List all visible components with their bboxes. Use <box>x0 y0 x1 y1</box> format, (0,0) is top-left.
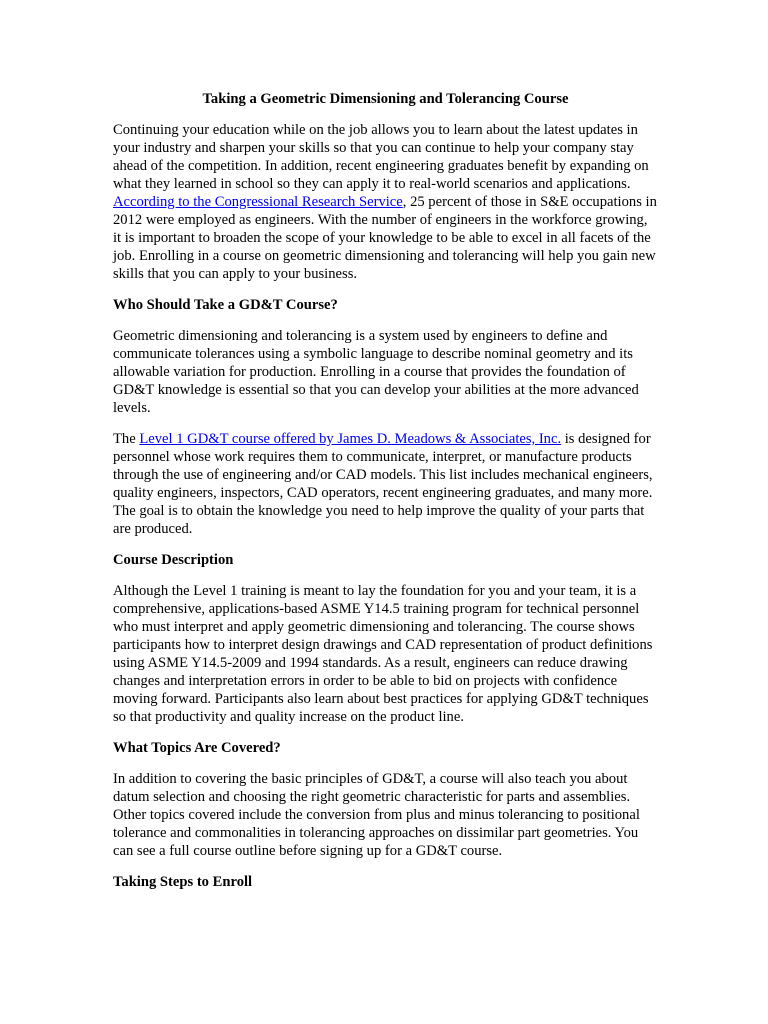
congressional-research-service-link[interactable]: According to the Congressional Research Service <box>113 194 403 210</box>
document-title: Taking a Geometric Dimensioning and Tolerancing Course <box>202 91 569 107</box>
section-heading-who-should-take: Who Should Take a GD&T Course? <box>113 297 338 313</box>
section-heading-course-description: Course Description <box>113 552 234 568</box>
topics-covered-paragraph: In addition to covering the basic principles of GD&T, a course will also teach you about datum selection and choosing the right geometric characteristic for parts and assemblies. Other topics covered include the conversion from plus and minus tolerancing to positional tolerance and commonalities in tolerancing approaches on dissimilar part geometries. You can see a full course outline before signing up for a GD&T course. <box>113 771 640 859</box>
level-1-course-link[interactable]: Level 1 GD&T course offered by James D. Meadows & Associates, Inc. <box>139 431 562 447</box>
who-should-take-paragraph-1: Geometric dimensioning and tolerancing is a system used by engineers to define and communicate tolerances using a symbolic language to describe nominal geometry and its allowable variation for production. Enrolling in a course that provides the foundation of GD&T knowledge is essential so that you can develop your abilities at the more advanced levels. <box>113 328 639 416</box>
section-heading-topics-covered: What Topics Are Covered? <box>113 740 281 756</box>
course-description-paragraph: Although the Level 1 training is meant to lay the foundation for you and your team, it is a comprehensive, applications-based ASME Y14.5 training program for technical personnel who must interpret and apply geometric dimensioning and tolerancing. The course shows participants how to interpret design drawings and CAD representation of product definitions using ASME Y14.5-2009 and 1994 standards. As a result, engineers can reduce drawing changes and interpretation errors in order to be able to bid on projects with confidence moving forward. Participants also learn about best practices for applying GD&T techniques so that productivity and quality increase on the product line. <box>113 583 653 725</box>
who-should-take-paragraph-2 <box>113 430 658 538</box>
intro-text-start: Continuing your education while on the job allows you to learn about the latest updates in your industry and sharpen your skills so that you can continue to help your company stay ahead of the competition. In addition, recent engineering graduates benefit by expanding on what they learned in school so they can apply it to real-world scenarios and applications. <box>113 122 649 192</box>
paragraph-2-text-start: The <box>113 431 140 447</box>
document-page <box>113 90 658 904</box>
intro-paragraph <box>113 121 658 283</box>
intro-text-end: , 25 percent of those in S&E occupations in 2012 were employed as engineers. With the number of engineers in the workforce growing, it is important to broaden the scope of your knowledge to be able to excel in all facets of the job. Enrolling in a course on geometric dimensioning and tolerancing will help you gain new skills that you can apply to your business. <box>113 194 657 282</box>
section-heading-taking-steps: Taking Steps to Enroll <box>113 874 253 890</box>
paragraph-2-text-end: is designed for personnel whose work requires them to communicate, interpret, or manufacture products through the use of engineering and/or CAD models. This list includes mechanical engineers, quality engineers, inspectors, CAD operators, recent engineering graduates, and many more. The goal is to obtain the knowledge you need to help improve the quality of your parts that are produced. <box>113 431 653 537</box>
